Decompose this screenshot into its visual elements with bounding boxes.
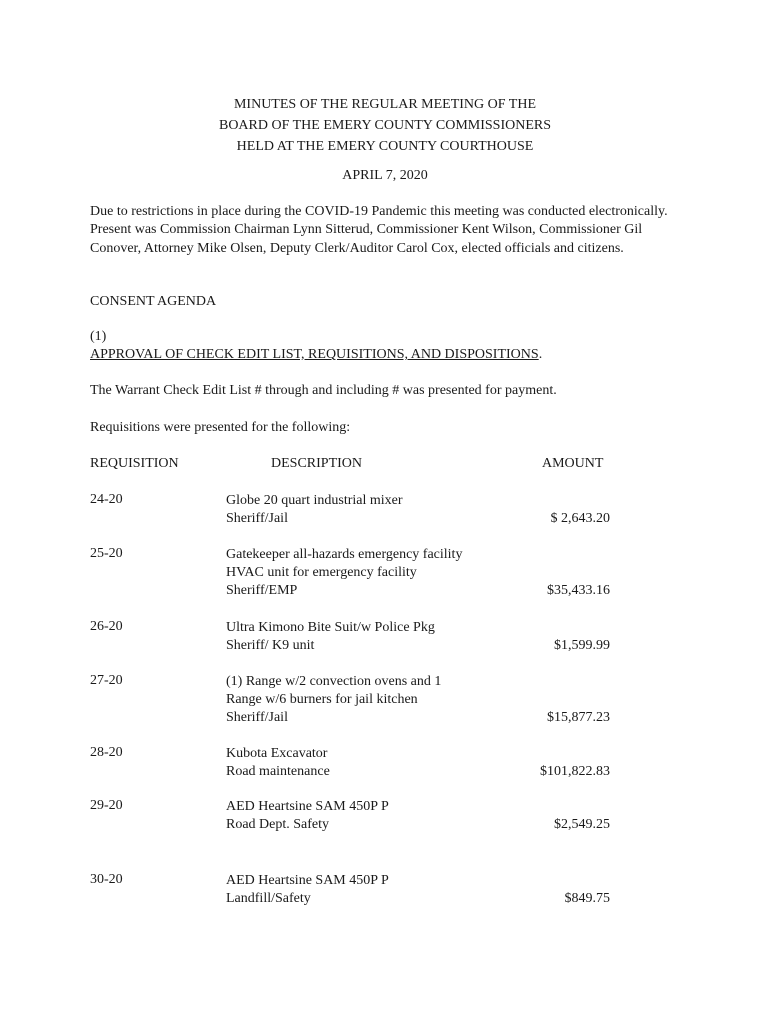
header-requisition: REQUISITION — [90, 456, 179, 471]
requisition-amount: $849.75 — [564, 891, 610, 907]
header-amount: AMOUNT — [542, 456, 604, 471]
requisition-number: 26-20 — [90, 619, 123, 634]
requisition-amount: $1,599.99 — [554, 638, 610, 654]
description-line: Landfill/Safety — [226, 891, 311, 907]
requisition-amount: $2,549.25 — [554, 817, 610, 833]
description-line: Road Dept. Safety — [226, 817, 330, 833]
description-line: AED Heartsine SAM 450P P — [226, 799, 389, 814]
meeting-date: APRIL 7, 2020 — [342, 168, 428, 183]
requisition-amount: $15,877.23 — [547, 710, 610, 726]
requisition-description — [226, 872, 389, 908]
description-line: Gatekeeper all-hazards emergency facility — [226, 547, 463, 562]
requisition-description — [226, 745, 330, 781]
requisition-description — [226, 546, 462, 601]
item-title-text: APPROVAL OF CHECK EDIT LIST, REQUISITIONS, AND DISPOSITIONS — [90, 347, 539, 362]
item-title-suffix: . — [538, 347, 543, 362]
description-line: AED Heartsine SAM 450P P — [226, 873, 389, 888]
description-line: Ultra Kimono Bite Suit/w Police Pkg — [226, 620, 435, 635]
requisition-number: 27-20 — [90, 673, 123, 688]
requisition-description — [226, 673, 441, 728]
requisition-description — [226, 798, 389, 834]
description-line: Sheriff/Jail — [226, 710, 288, 726]
description-line: Kubota Excavator — [226, 746, 328, 761]
description-line: Road maintenance — [226, 764, 330, 780]
title-line-3: HELD AT THE EMERY COUNTY COURTHOUSE — [236, 139, 534, 154]
description-line: HVAC unit for emergency facility — [226, 565, 417, 581]
requisition-number: 24-20 — [90, 492, 123, 507]
requisitions-intro: Requisitions were presented for the following: — [90, 420, 351, 435]
requisition-number: 25-20 — [90, 546, 123, 561]
requisition-amount: $101,822.83 — [540, 764, 610, 780]
document-title — [0, 94, 770, 157]
description-line: (1) Range w/2 convection ovens and 1 — [226, 674, 442, 689]
title-line-1: MINUTES OF THE REGULAR MEETING OF THE — [233, 97, 537, 112]
warrant-text: The Warrant Check Edit List # through and including # was presented for payment. — [90, 383, 557, 398]
description-line: Sheriff/ K9 unit — [226, 638, 315, 654]
description-line: Sheriff/Jail — [226, 511, 288, 527]
item-title — [90, 347, 542, 363]
description-line: Sheriff/EMP — [226, 583, 298, 599]
description-line: Range w/6 burners for jail kitchen — [226, 692, 418, 708]
consent-agenda-heading: CONSENT AGENDA — [90, 294, 217, 309]
requisition-number: 28-20 — [90, 745, 123, 760]
requisition-amount: $35,433.16 — [547, 583, 610, 599]
requisition-description — [226, 492, 403, 528]
intro-paragraph: Due to restrictions in place during the COVID-19 Pandemic this meeting was conducted electronically. Present was Commission Chairman Lynn Sitterud, Commissioner Kent Wilson, Commissioner Gil Conover, Attorney Mike Olsen, Deputy Clerk/Auditor Carol Cox, elected officials and citizens. — [90, 204, 668, 256]
requisition-number: 29-20 — [90, 798, 123, 813]
requisition-number: 30-20 — [90, 872, 123, 887]
requisition-amount: $ 2,643.20 — [550, 511, 610, 527]
description-line: Globe 20 quart industrial mixer — [226, 493, 403, 508]
requisition-description — [226, 619, 435, 655]
item-number: (1) — [90, 329, 107, 344]
title-line-2: BOARD OF THE EMERY COUNTY COMMISSIONERS — [218, 118, 552, 133]
header-description: DESCRIPTION — [271, 456, 363, 471]
